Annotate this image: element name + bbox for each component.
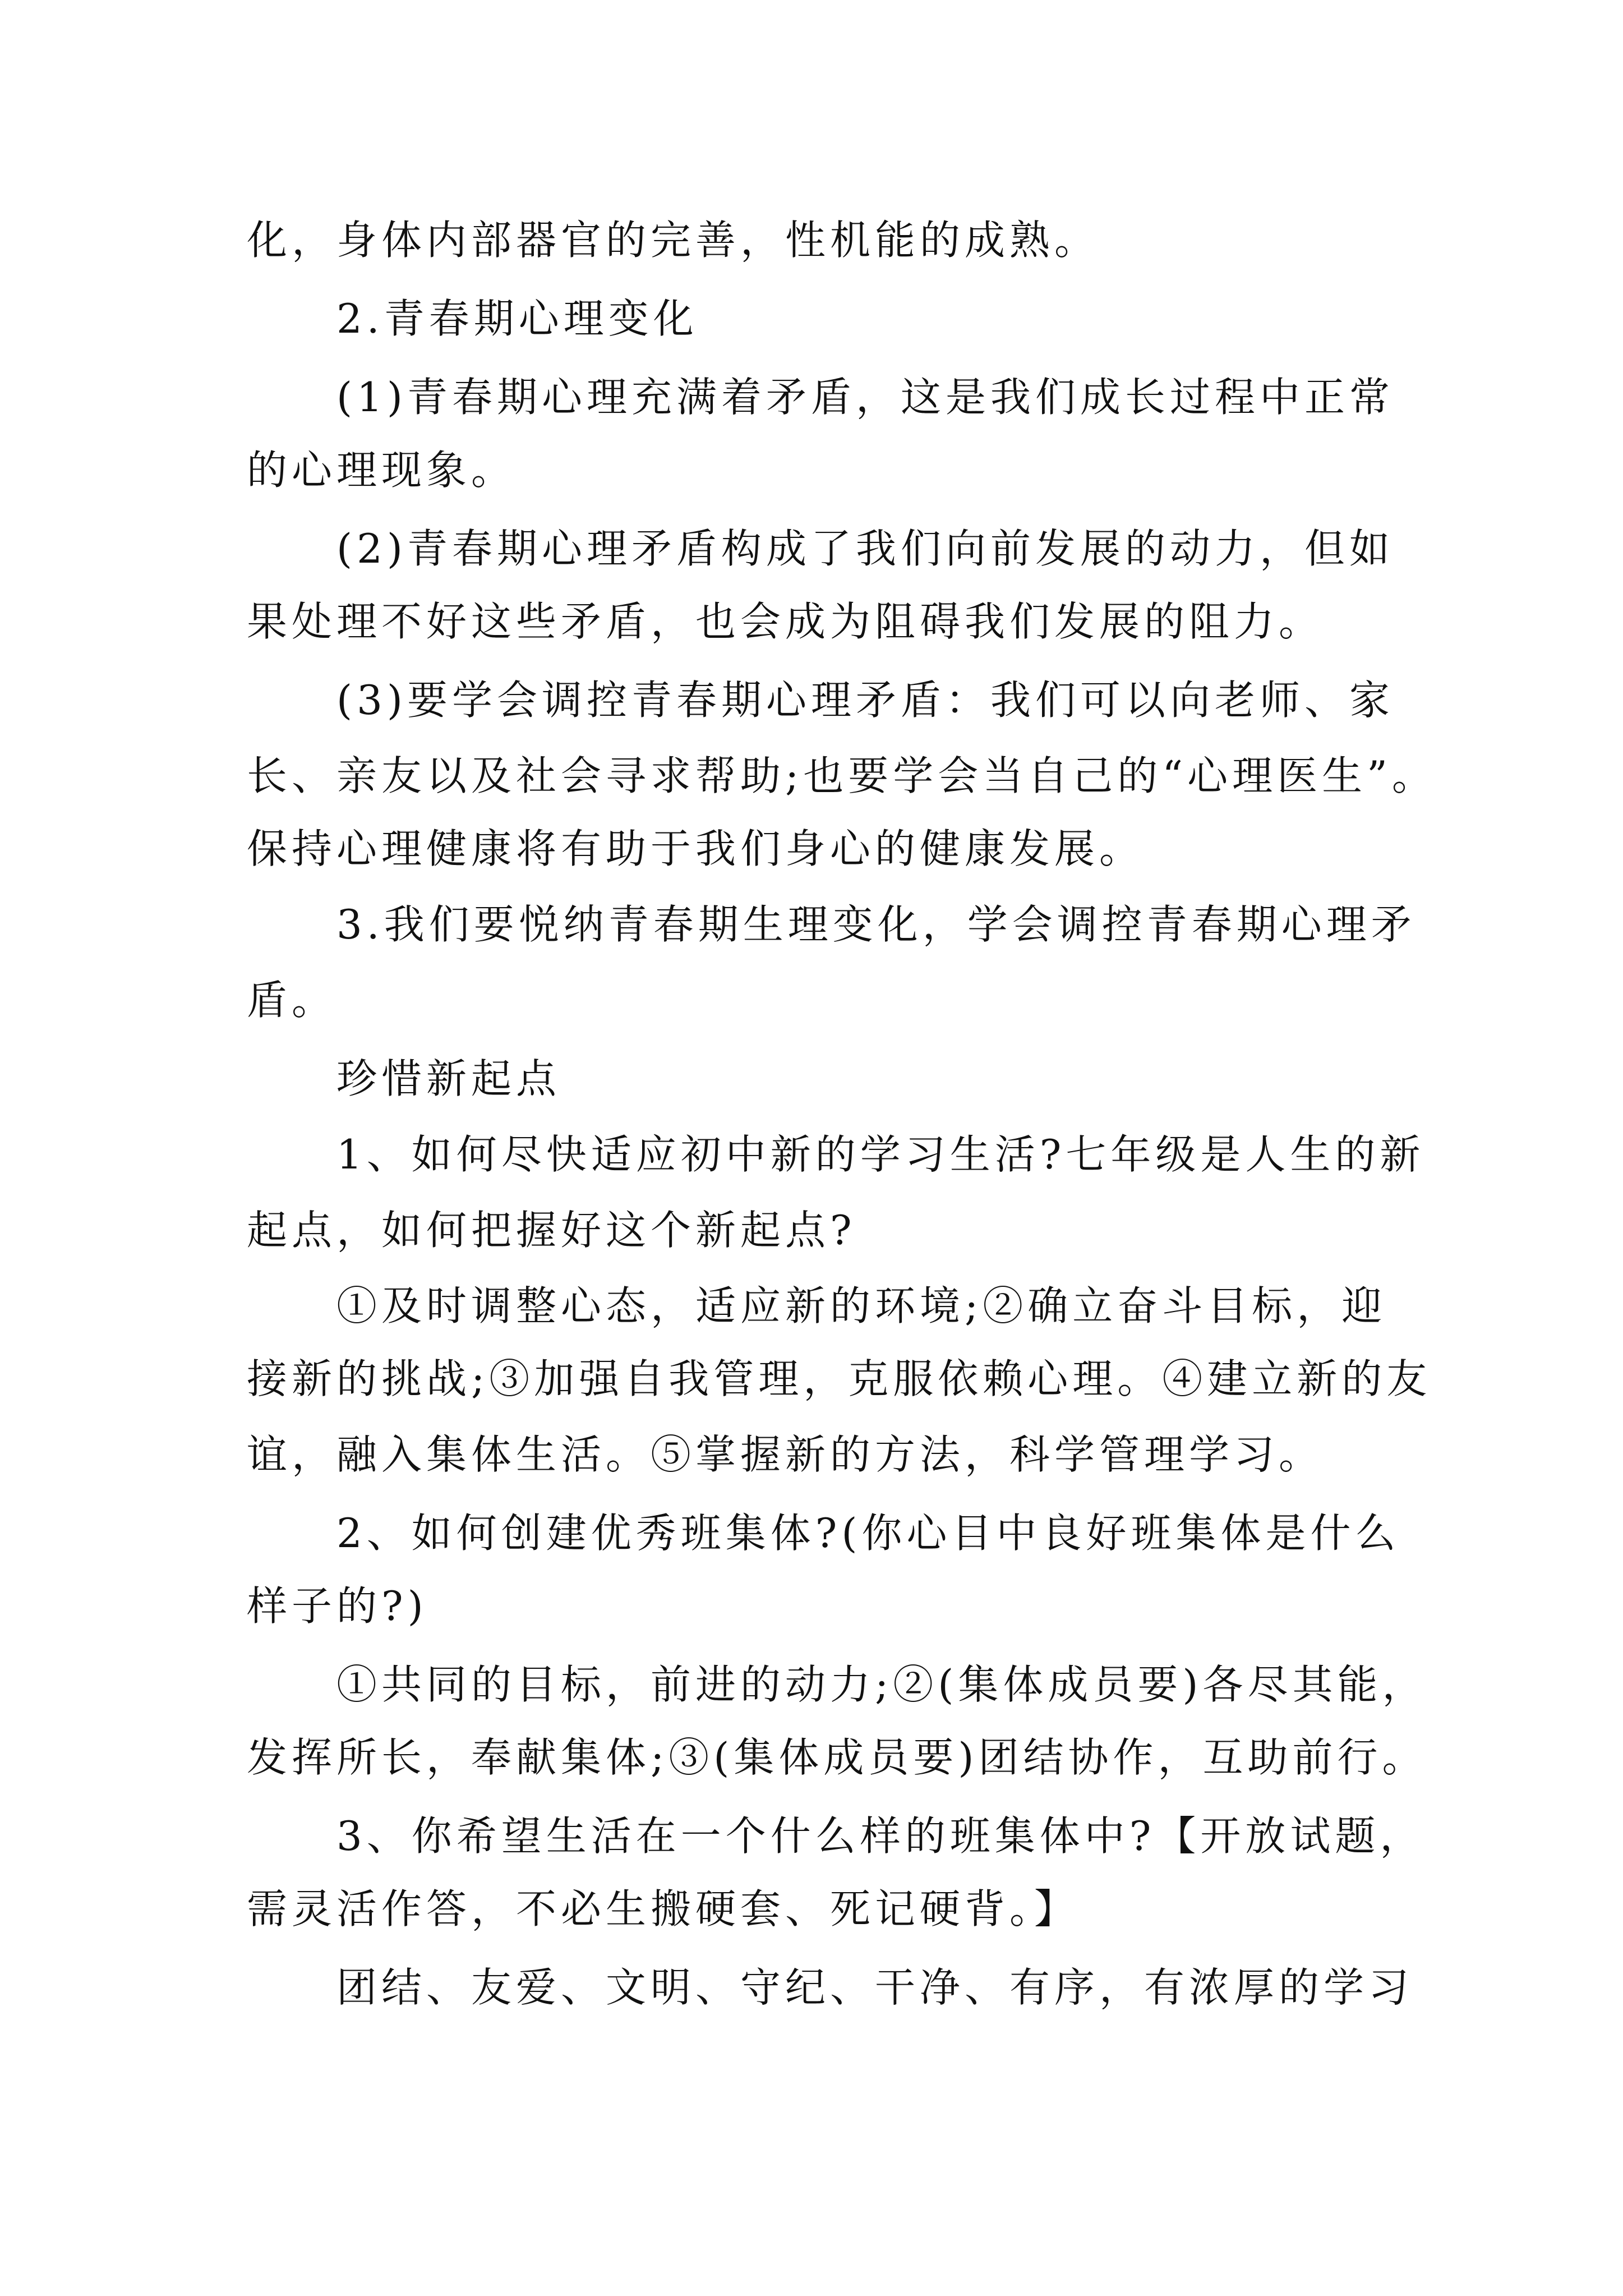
text-line: 盾。 (247, 977, 337, 1024)
text-line: 谊，融入集体生活。⑤掌握新的方法，科学管理学习。 (247, 1431, 1324, 1478)
section-heading: 2.青春期心理变化 (336, 295, 698, 342)
text-line: 团结、友爱、文明、守纪、干净、有序，有浓厚的学习 (336, 1964, 1414, 2011)
text-line: (2)青春期心理矛盾构成了我们向前发展的动力，但如 (336, 525, 1394, 572)
question-line: 起点，如何把握好这个新起点? (247, 1207, 856, 1254)
text-line: ①共同的目标，前进的动力;②(集体成员要)各尽其能， (336, 1661, 1427, 1708)
text-line: 保持心理健康将有助于我们身心的健康发展。 (247, 825, 1145, 872)
text-line: ①及时调整心态，适应新的环境;②确立奋斗目标，迎 (336, 1282, 1387, 1329)
question-line: 需灵活作答，不必生搬硬套、死记硬背。】 (247, 1885, 1080, 1932)
text-line: 3.我们要悦纳青春期生理变化，学会调控青春期心理矛 (336, 901, 1416, 948)
question-line: 样子的?) (247, 1582, 428, 1630)
question-line: 2、如何创建优秀班集体?(你心目中良好班集体是什么 (336, 1510, 1400, 1557)
text-line: (1)青春期心理充满着矛盾，这是我们成长过程中正常 (336, 374, 1394, 421)
text-line: 果处理不好这些矛盾，也会成为阻碍我们发展的阻力。 (247, 598, 1324, 645)
text-line: 发挥所长，奉献集体;③(集体成员要)团结协作，互助前行。 (247, 1734, 1427, 1781)
text-line: 的心理现象。 (247, 447, 517, 494)
question-line: 3、你希望生活在一个什么样的班集体中?【开放试题， (336, 1812, 1425, 1860)
text-line: 化，身体内部器官的完善，性机能的成熟。 (247, 217, 1100, 264)
question-line: 1、如何尽快适应初中新的学习生活?七年级是人生的新 (336, 1131, 1425, 1178)
text-line: (3)要学会调控青春期心理矛盾：我们可以向老师、家 (336, 677, 1394, 724)
section-heading: 珍惜新起点 (336, 1055, 561, 1102)
text-line: 接新的挑战;③加强自我管理，克服依赖心理。④建立新的友 (247, 1355, 1432, 1402)
text-line: 长、亲友以及社会寻求帮助;也要学会当自己的“心理医生”。 (247, 752, 1437, 799)
